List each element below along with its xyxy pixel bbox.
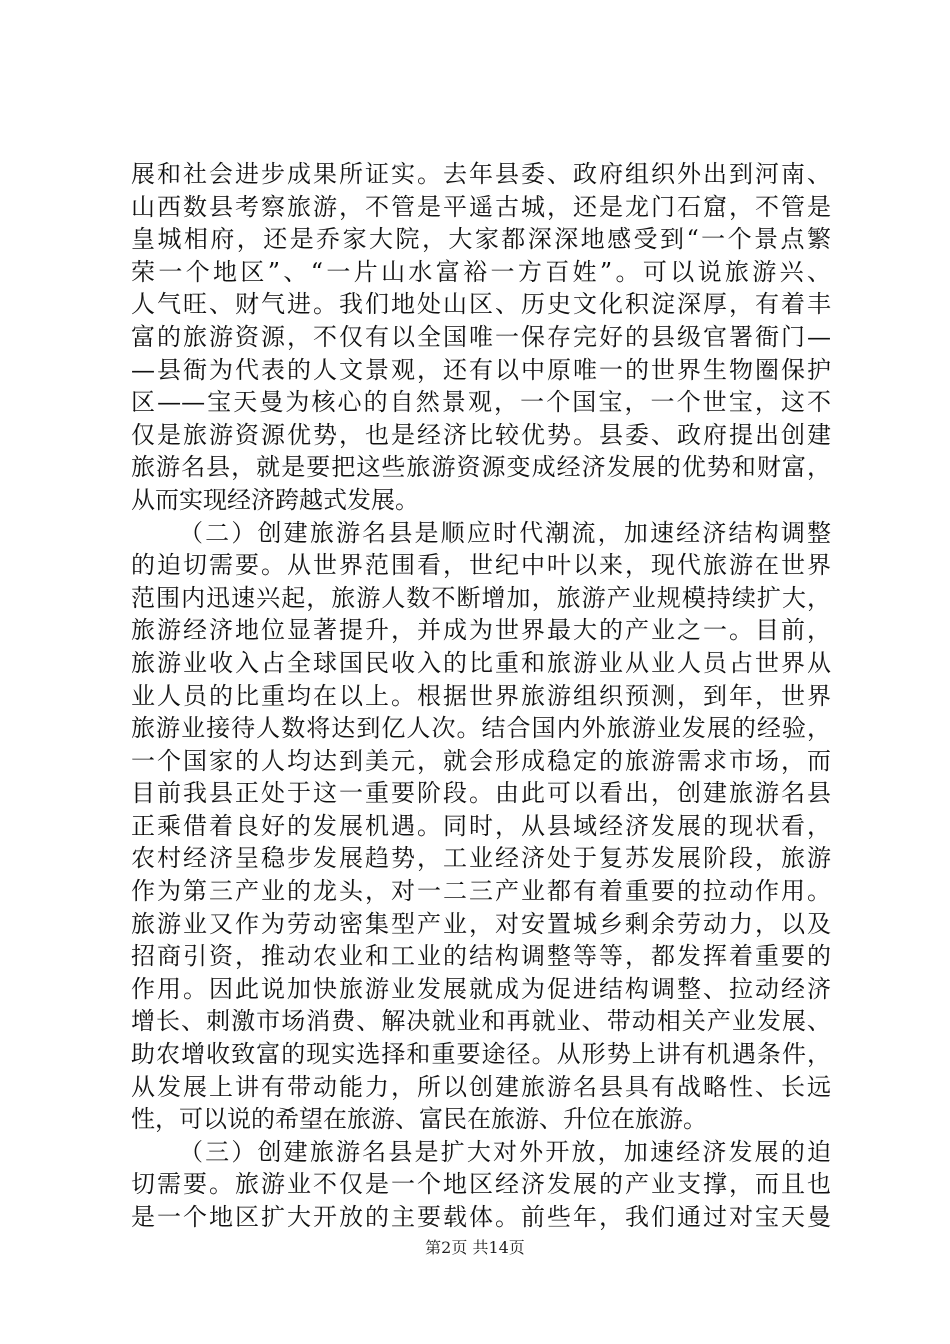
text-line: 旅游经济地位显著提升，并成为世界最大的产业之一。目前， xyxy=(131,616,831,645)
text-line: 人气旺、财气进。我们地处山区、历史文化积淀深厚，有着丰 xyxy=(131,290,831,319)
text-line: 展和社会进步成果所证实。去年县委、政府组织外出到河南、 xyxy=(131,160,831,188)
text-line: 作用。因此说加快旅游业发展就成为促进结构调整、拉动经济 xyxy=(131,974,831,1003)
text-line: 荣一个地区”、“一片山水富裕一方百姓”。可以说旅游兴、 xyxy=(131,257,831,286)
text-line: 范围内迅速兴起，旅游人数不断增加，旅游产业规模持续扩大， xyxy=(131,583,831,612)
text-line: 一个国家的人均达到美元，就会形成稳定的旅游需求市场，而 xyxy=(131,746,831,775)
text-line: 增长、刺激市场消费、解决就业和再就业、带动相关产业发展、 xyxy=(131,1007,831,1036)
text-line: 从发展上讲有带动能力，所以创建旅游名县具有战略性、长远 xyxy=(131,1072,831,1101)
text-line: —县衙为代表的人文景观，还有以中原唯一的世界生物圈保护 xyxy=(131,355,831,384)
paragraph-heading-3: （三）创建旅游名县是扩大对外开放，加速经济发展的迫 xyxy=(179,1137,831,1166)
text-line: 作为第三产业的龙头，对一二三产业都有着重要的拉动作用。 xyxy=(131,877,831,906)
text-line: 的迫切需要。从世界范围看，世纪中叶以来，现代旅游在世界 xyxy=(131,551,831,580)
text-line: 皇城相府，还是乔家大院，大家都深深地感受到“一个景点繁 xyxy=(131,225,831,254)
text-line: 业人员的比重均在以上。根据世界旅游组织预测，到年，世界 xyxy=(131,681,831,710)
body-text xyxy=(131,158,831,1234)
text-line: 仅是旅游资源优势，也是经济比较优势。县委、政府提出创建 xyxy=(131,420,831,449)
page-footer: 第2页 共14页 xyxy=(425,1238,525,1257)
text-line: 切需要。旅游业不仅是一个地区经济发展的产业支撑，而且也 xyxy=(131,1170,831,1199)
text-line: 是一个地区扩大开放的主要载体。前些年，我们通过对宝天曼 xyxy=(131,1203,831,1231)
text-line: 旅游业又作为劳动密集型产业，对安置城乡剩余劳动力，以及 xyxy=(131,909,831,938)
text-line: 从而实现经济跨越式发展。 xyxy=(131,485,419,514)
text-line: 富的旅游资源，不仅有以全国唯一保存完好的县级官署衙门— xyxy=(131,322,831,351)
text-line: 旅游名县，就是要把这些旅游资源变成经济发展的优势和财富， xyxy=(131,453,831,482)
text-line: 山西数县考察旅游，不管是平遥古城，还是龙门石窟，不管是 xyxy=(131,192,831,221)
text-line: 区——宝天曼为核心的自然景观，一个国宝，一个世宝，这不 xyxy=(131,388,831,417)
text-line: 性，可以说的希望在旅游、富民在旅游、升位在旅游。 xyxy=(131,1105,707,1134)
text-line: 目前我县正处于这一重要阶段。由此可以看出，创建旅游名县 xyxy=(131,779,831,808)
text-line: 正乘借着良好的发展机遇。同时，从县域经济发展的现状看， xyxy=(131,811,831,840)
text-line: 旅游业收入占全球国民收入的比重和旅游业从业人员占世界从 xyxy=(131,648,831,677)
paragraph-heading-2: （二）创建旅游名县是顺应时代潮流，加速经济结构调整 xyxy=(179,518,831,547)
text-line: 旅游业接待人数将达到亿人次。结合国内外旅游业发展的经验， xyxy=(131,714,831,743)
text-line: 农村经济呈稳步发展趋势，工业经济处于复苏发展阶段，旅游 xyxy=(131,844,831,873)
text-line: 招商引资，推动农业和工业的结构调整等等，都发挥着重要的 xyxy=(131,942,831,971)
text-line: 助农增收致富的现实选择和重要途径。从形势上讲有机遇条件， xyxy=(131,1040,831,1069)
